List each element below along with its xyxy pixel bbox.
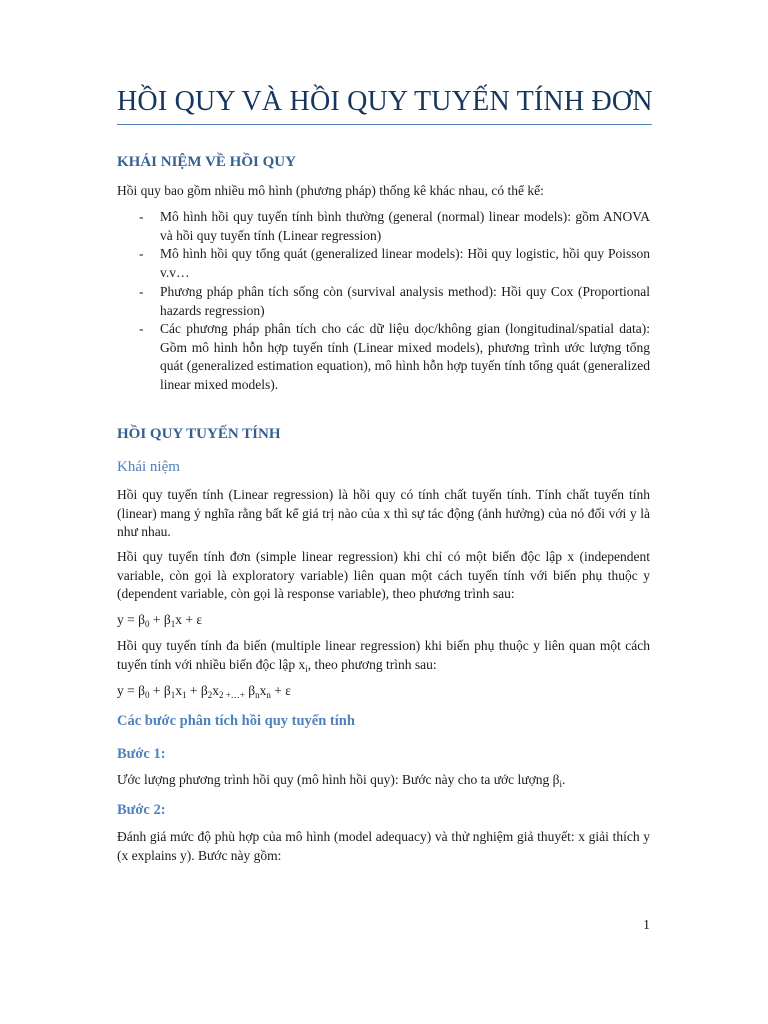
paragraph-linear-definition: Hồi quy tuyến tính (Linear regression) là hồi quy có tính chất tuyến tính. Tính chất tuyến tính (linear) mang ý nghĩa rằng bất kể giá trị nào của x thì sự tác động (ảnh hưởng) của nó đối với y là như nhau. <box>117 487 650 539</box>
bullet-item-3: Phương pháp phân tích sống còn (survival analysis method): Hồi quy Cox (Proportional hazards regression) <box>160 284 650 318</box>
bullet-marker: - <box>139 209 144 224</box>
page-number: 1 <box>643 918 650 933</box>
step-1-text: Ước lượng phương trình hồi quy (mô hình hồi quy): Bước này cho ta ước lượng $\beta_i$. <box>117 772 566 789</box>
bullet-marker: - <box>139 284 144 299</box>
paragraph-multiple-regression: Hồi quy tuyến tính đa biến (multiple linear regression) khi biến phụ thuộc y liên quan một cách tuyến tính với nhiều biến độc lập $x_i$, theo phương trình sau: <box>117 638 650 674</box>
bullet-item-4: Các phương pháp phân tích cho các dữ liệu dọc/không gian (longitudinal/spatial data): Gồm mô hình hỗn hợp tuyến tính (Linear mixed models), phương trình ước lượng tổng quát (generalized estimation equation), mô hình hỗn hợp tuyến tính tổng quát (generalized linear mixed models). <box>160 321 650 392</box>
page-title: HỒI QUY VÀ HỒI QUY TUYẾN TÍNH ĐƠN <box>117 86 652 125</box>
step-1-label: Bước 1: <box>117 746 166 762</box>
step-2-text: Đánh giá mức độ phù hợp của mô hình (model adequacy) và thử nghiệm giả thuyết: x giải thích y (x explains y). Bước này gồm: <box>117 829 650 863</box>
bullet-item-1: Mô hình hồi quy tuyến tính bình thường (general (normal) linear models): gồm ANOVA và hồi quy tuyến tính (Linear regression) <box>160 209 650 243</box>
subheading-concept: Khái niệm <box>117 459 180 475</box>
bullet-marker: - <box>139 246 144 261</box>
section-heading-concept: KHÁI NIỆM VỀ HỒI QUY <box>117 154 296 170</box>
bullet-item-2: Mô hình hồi quy tổng quát (generalized linear models): Hồi quy logistic, hồi quy Poisson v.v… <box>160 246 650 280</box>
paragraph-simple-regression: Hồi quy tuyến tính đơn (simple linear regression) khi chỉ có một biến độc lập x (independent variable, còn gọi là exploratory variable) liên quan một cách tuyến tính với biến phụ thuộc y (dependent variable, còn gọi là response variable), theo phương trình sau: <box>117 549 650 601</box>
equation-multiple: $y = \beta_0 + \beta_1x_1 + \beta_2x_{2 +\dots+}$ $\beta_nx_n + \varepsilon$ <box>117 683 291 700</box>
bullet-marker: - <box>139 321 144 336</box>
section-heading-linear-regression: HỒI QUY TUYẾN TÍNH <box>117 426 281 442</box>
intro-paragraph: Hồi quy bao gồm nhiều mô hình (phương pháp) thống kê khác nhau, có thể kể: <box>117 183 544 198</box>
equation-simple: $y = \beta_0 + \beta_1x + \varepsilon$ <box>117 612 203 629</box>
step-2-label: Bước 2: <box>117 802 166 818</box>
subheading-analysis-steps: Các bước phân tích hồi quy tuyến tính <box>117 713 355 729</box>
